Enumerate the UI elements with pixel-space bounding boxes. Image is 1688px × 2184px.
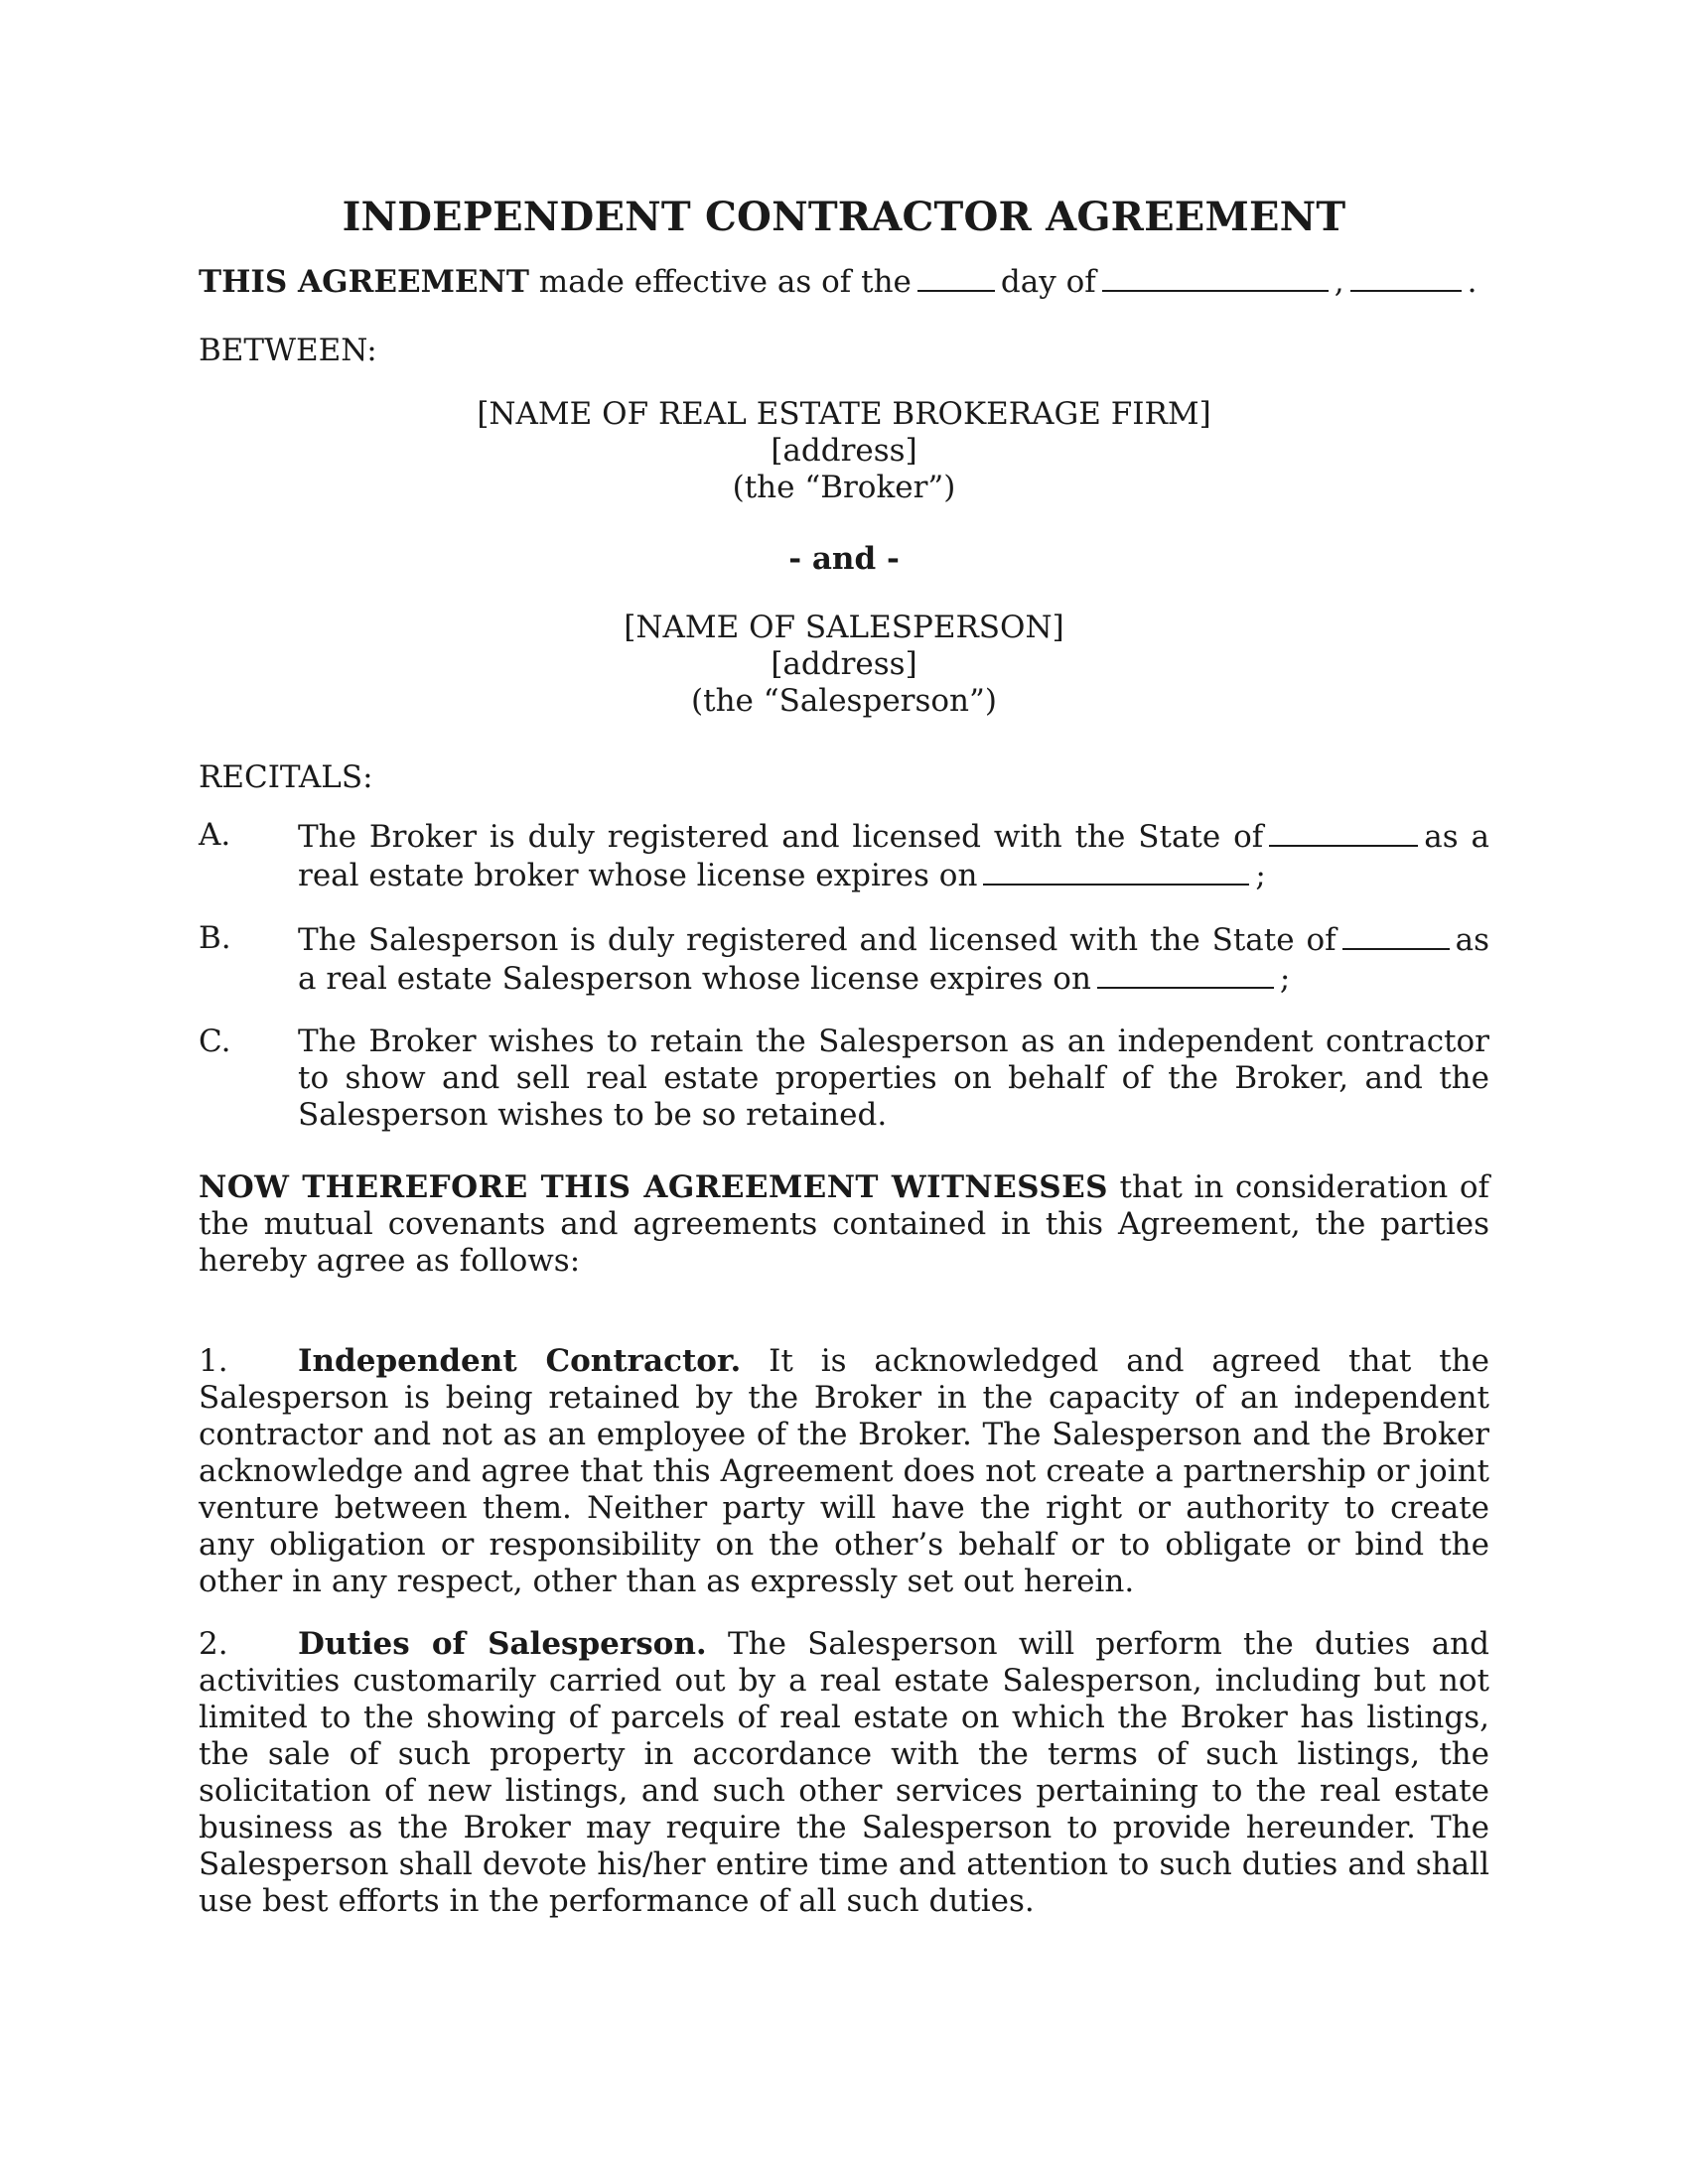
recital-a-part-1: The Broker is duly registered and licensed with the State of (298, 819, 1264, 855)
and-separator: - and - (788, 541, 900, 577)
broker-role: (the “Broker”) (732, 470, 956, 505)
clause-heading: Independent Contractor. (298, 1343, 742, 1379)
salesperson-expiry-blank (1097, 959, 1274, 989)
year-blank (1350, 262, 1462, 292)
recital-c (199, 1024, 1489, 1134)
recital-text: The Broker wishes to retain the Salesperson as an independent contractor to show and sell real estate properties on behalf of the Broker, and the Salesperson wishes to be so retained. (298, 1024, 1489, 1133)
recital-b-part-1: The Salesperson is duly registered and licensed with the State of (298, 922, 1336, 958)
recital-letter: A. (199, 817, 231, 853)
broker-name: [NAME OF REAL ESTATE BROKERAGE FIRM] (477, 396, 1211, 432)
effective-text-2: day of (1000, 264, 1096, 300)
effective-lead: THIS AGREEMENT (199, 264, 529, 300)
effective-period: . (1467, 264, 1477, 300)
document-title: INDEPENDENT CONTRACTOR AGREEMENT (342, 194, 1346, 240)
day-blank (917, 262, 995, 292)
recital-a-part-2: as a real estate broker whose license expires on (298, 819, 1489, 893)
salesperson-state-blank (1342, 920, 1450, 950)
recital-text (298, 817, 1489, 894)
clause-text: It is acknowledged and agreed that the Salesperson is being retained by the Broker in the capacity of an independent contractor and not as an employee of the Broker. The Salesperson and the Broker acknowledge and agree that this Agreement does not create a partnership or joint venture between them. Neither party will have the right or authority to create any obligation or responsibility on the other’s behalf or to obligate or bind the other in any respect, other than as expressly set out herein. (199, 1343, 1489, 1599)
month-blank (1102, 262, 1329, 292)
witness-paragraph (199, 1169, 1489, 1280)
witness-text: that in consideration of the mutual covenants and agreements contained in this Agreement, the parties hereby agree as follows: (199, 1169, 1490, 1279)
recital-b (199, 920, 1489, 998)
witness-lead: NOW THEREFORE THIS AGREEMENT WITNESSES (199, 1169, 1108, 1205)
effective-date-line (199, 258, 1489, 306)
salesperson-address: [address] (771, 646, 917, 682)
between-label: BETWEEN: (199, 333, 377, 368)
clause-text: The Salesperson will perform the duties and activities customarily carried out by a real estate Salesperson, including but not limited to the showing of parcels of real estate on which the Broker has listings, the sale of such property in accordance with the terms of such listings, the solicitation of new listings, and such other services pertaining to the real estate business as the Broker may require the Salesperson to provide hereunder. The Salesperson shall devote his/her entire time and attention to such duties and shall use best efforts in the performance of all such duties. (199, 1626, 1489, 1919)
party-broker (199, 396, 1489, 506)
recitals-label: RECITALS: (199, 759, 373, 795)
clause-number: 1. (199, 1343, 228, 1379)
effective-text-1: made effective as of the (538, 264, 912, 300)
broker-expiry-blank (983, 856, 1249, 886)
clause-1 (199, 1343, 1489, 1600)
recital-b-part-2: as a real estate Salesperson whose license expires on (298, 922, 1489, 997)
clause-number: 2. (199, 1626, 228, 1662)
recital-letter: C. (199, 1024, 231, 1059)
recital-text (298, 920, 1489, 998)
recital-a (199, 817, 1489, 894)
salesperson-role: (the “Salesperson”) (691, 683, 997, 719)
clause-2 (199, 1626, 1489, 1920)
recital-a-end: ; (1255, 858, 1266, 893)
party-salesperson (199, 610, 1489, 720)
clause-heading: Duties of Salesperson. (298, 1626, 707, 1662)
broker-state-blank (1269, 817, 1418, 847)
effective-comma: , (1334, 264, 1344, 300)
recital-letter: B. (199, 920, 231, 956)
recital-b-end: ; (1279, 961, 1291, 997)
salesperson-name: [NAME OF SALESPERSON] (624, 610, 1064, 645)
broker-address: [address] (771, 433, 917, 469)
